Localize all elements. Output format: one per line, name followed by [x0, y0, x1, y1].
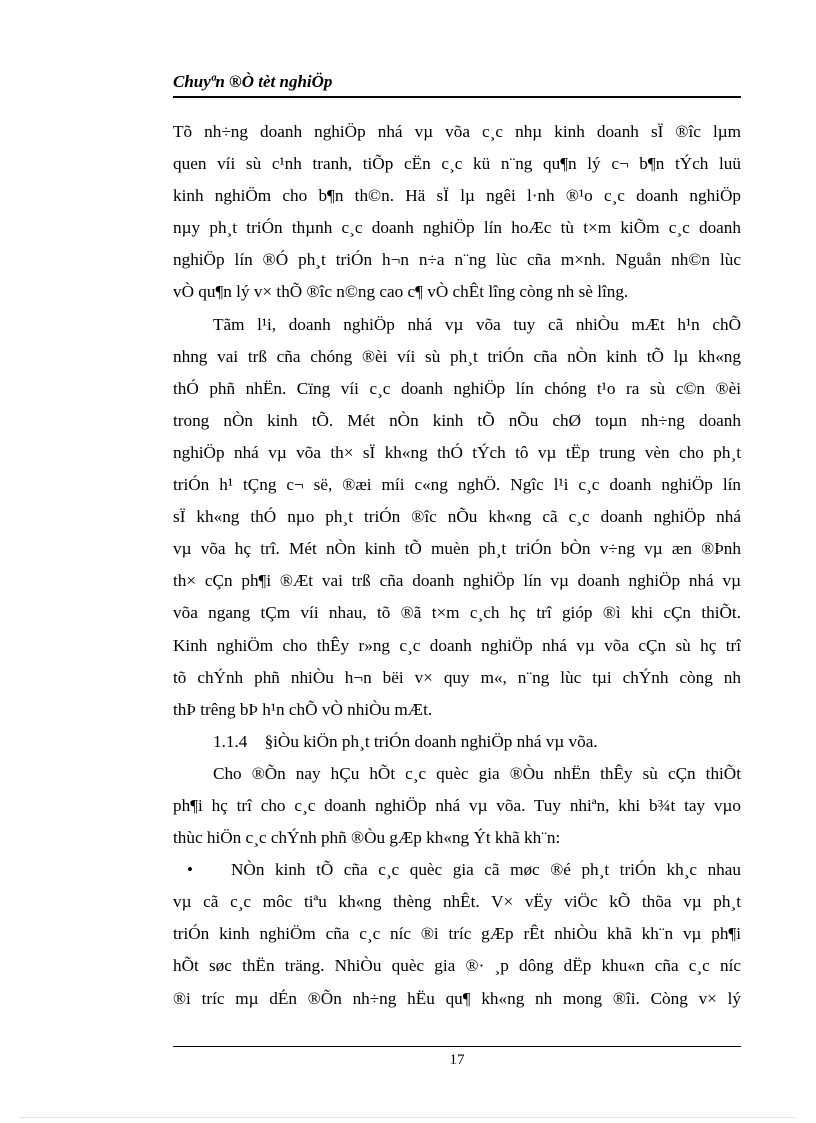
body-line: ph¶i hç trî cho c¸c doanh nghiÖp nhá vµ võa. Tuy nhiªn, khi b¾t tay vµo — [173, 795, 741, 815]
body-line: tõ chÝnh phñ nhiÒu h¬n bëi v× quy m«, n¨ng lùc tµi chÝnh còng nh — [173, 667, 741, 687]
body-line: hÕt søc thËn träng. NhiÒu quèc gia ®· ¸p dông dËp khu«n cña c¸c níc — [173, 956, 741, 976]
body-line: Kinh nghiÖm cho thÊy r»ng c¸c doanh nghiÖp nhá vµ võa cÇn sù hç trî — [173, 635, 741, 655]
body-line: triÓn kinh nghiÖm cña c¸c níc ®i tríc gÆp rÊt nhiÒu khã kh¨n vµ ph¶i — [173, 924, 741, 944]
footer-rule — [173, 1046, 741, 1047]
body-line: Tõ nh÷ng doanh nghiÖp nhá vµ võa c¸c nhµ kinh doanh sÏ ®îc lµm — [173, 122, 741, 141]
body-line: nhng vai trß cña chóng ®èi víi sù ph¸t triÓn cña nÒn kinh tÕ lµ kh«ng — [173, 346, 741, 366]
body-line: Cho ®Õn nay hÇu hÕt c¸c quèc gia ®Òu nhËn thÊy sù cÇn thiÕt — [213, 763, 741, 783]
body-line: kinh nghiÖm cho b¶n th©n. Hä sÏ lµ ngêi l·nh ®¹o c¸c doanh nghiÖp — [173, 186, 741, 206]
body-line: triÓn h¹ tÇng c¬ së, ®æi míi c«ng nghÖ. Ngîc l¹i c¸c doanh nghiÖp lín — [173, 475, 741, 495]
body-line: th× cÇn ph¶i ®Æt vai trß cña doanh nghiÖp lín vµ doanh nghiÖp nhá vµ — [173, 571, 741, 591]
body-line: nghiÖp nhá vµ võa th× sÏ kh«ng thÓ tÝch tô vµ tËp trung vèn cho ph¸t — [173, 442, 741, 462]
body-line: sÏ kh«ng thÓ nµo ph¸t triÓn ®îc nÕu kh«ng cã c¸c doanh nghiÖp nhá — [173, 507, 741, 527]
page-bottom-border — [20, 1117, 796, 1118]
body-line: thùc hiÖn c¸c chÝnh phñ ®Òu gÆp kh«ng Ýt khã kh¨n: — [173, 828, 561, 848]
body-line: Tãm l¹i, doanh nghiÖp nhá vµ võa tuy cã nhiÒu mÆt h¹n chÕ — [213, 314, 741, 334]
body-line: võa ngang tÇm víi nhau, tõ ®ã t×m c¸ch hç trî gióp ®ì khi cÇn thiÕt. — [173, 603, 741, 623]
document-header — [173, 72, 741, 98]
body-line: vµ võa hç trî. Mét nÒn kinh tÕ muèn ph¸t triÓn bÒn v÷ng vµ æn ®Þnh — [173, 539, 741, 559]
body-line: thÞ trêng bÞ h¹n chÕ vÒ nhiÒu mÆt. — [173, 699, 433, 719]
body-line: thÓ phñ nhËn. Cïng víi c¸c doanh nghiÖp lín chóng t¹o ra sù c©n ®èi — [173, 378, 741, 398]
document-body — [173, 116, 741, 1015]
bullet-line: NÒn kinh tÕ cña c¸c quèc gia cã møc ®é ph¸t triÓn kh¸c nhau — [231, 860, 741, 880]
page-number: 17 — [449, 1052, 465, 1068]
body-line: nµy ph¸t triÓn thµnh c¸c doanh nghiÖp lín hoÆc tù t×m kiÕm c¸c doanh — [173, 218, 741, 238]
bullet-dot-icon: • — [187, 860, 193, 880]
body-line: vµ cã c¸c môc tiªu kh«ng thèng nhÊt. V× vËy viÖc kÕ thõa vµ ph¸t — [173, 892, 741, 912]
body-line: trong nÒn kinh tÕ. Mét nÒn kinh tÕ nÕu chØ toµn nh÷ng doanh — [173, 410, 741, 430]
body-line: ®i tríc mµ dÉn ®Õn nh÷ng hËu qu¶ kh«ng nh mong ®îi. Còng v× lý — [173, 988, 741, 1008]
body-line: vÒ qu¶n lý v× thÕ ®îc n©ng cao c¶ vÒ chÊt lîng còng nh sè lîng. — [173, 282, 629, 302]
section-heading: 1.1.4 §iÒu kiÖn ph¸t triÓn doanh nghiÖp nhá vµ võa. — [213, 731, 598, 751]
body-line: nghiÖp lín ®Ó ph¸t triÓn h¬n n÷a n¨ng lùc cña m×nh. Nguån nh©n lùc — [173, 250, 741, 270]
body-line: quen víi sù c¹nh tranh, tiÕp cËn c¸c kü n¨ng qu¶n lý c¬ b¶n tÝch luü — [173, 154, 741, 174]
header-title: Chuyªn ®Ò tèt nghiÖp — [173, 72, 333, 91]
bullet-item — [173, 854, 741, 886]
